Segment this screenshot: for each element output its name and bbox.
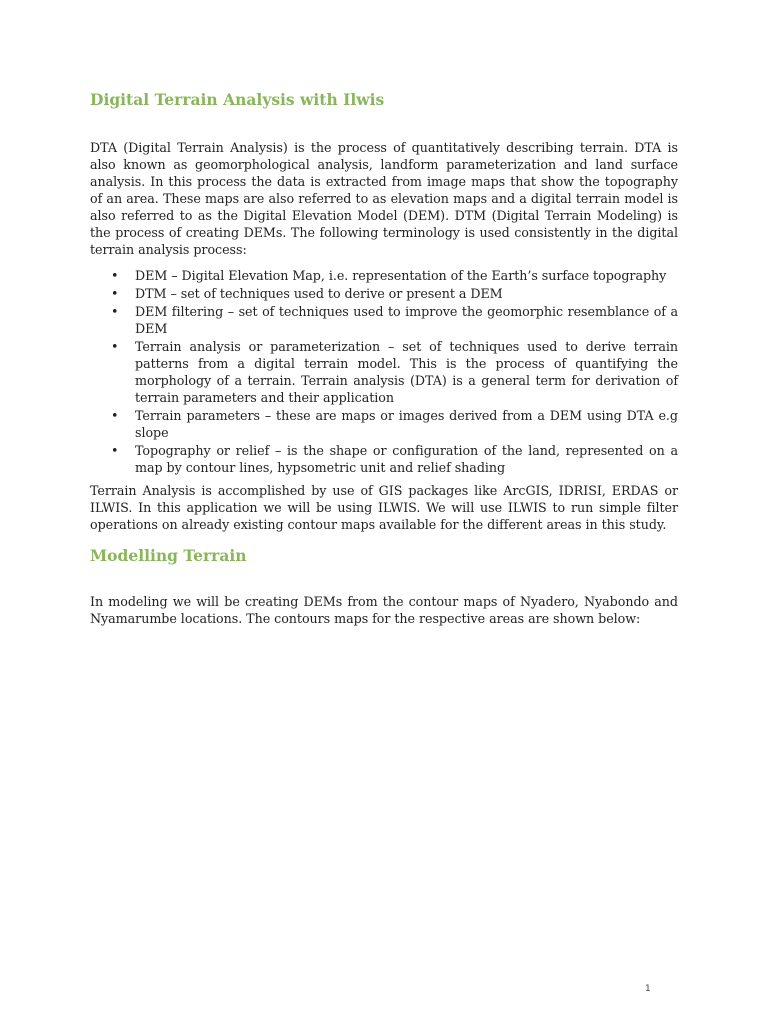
page-number: 1 xyxy=(645,984,651,994)
packages-paragraph: Terrain Analysis is accomplished by use of GIS packages like ArcGIS, IDRISI, ERDAS or ILWIS. In this application we will be using ILWIS. We will use ILWIS to run simple filter operations on already existing contour maps available for the different areas in this study. xyxy=(90,483,678,532)
list-item xyxy=(90,407,678,441)
bullet-icon: • xyxy=(111,304,119,319)
list-item-text: Terrain parameters – these are maps or images derived from a DEM using DTA e.g slope xyxy=(135,408,678,440)
bullet-icon: • xyxy=(111,268,119,283)
bullet-icon: • xyxy=(111,408,119,423)
section-heading-dta: Digital Terrain Analysis with Ilwis xyxy=(90,90,385,109)
bullet-icon: • xyxy=(111,339,119,354)
bullet-icon: • xyxy=(111,286,119,301)
intro-paragraph: DTA (Digital Terrain Analysis) is the process of quantitatively describing terrain. DTA is also known as geomorphological analysis, landform parameterization and land surface analysis. In this process the data is extracted from image maps that show the topography of an area. These maps are also referred to as elevation maps and a digital terrain model is also referred to as the Digital Elevation Model (DEM). DTM (Digital Terrain Modeling) is the process of creating DEMs. The following terminology is used consistently in the digital terrain analysis process: xyxy=(90,140,678,257)
list-item-text: DTM – set of techniques used to derive or present a DEM xyxy=(135,286,503,301)
list-item xyxy=(90,285,678,302)
terminology-list xyxy=(90,267,678,476)
section-heading-modelling: Modelling Terrain xyxy=(90,546,247,565)
list-item xyxy=(90,442,678,476)
list-item-text: DEM filtering – set of techniques used to improve the geomorphic resemblance of a DEM xyxy=(135,304,678,336)
document-content xyxy=(90,82,678,627)
list-item-text: Terrain analysis or parameterization – set of techniques used to derive terrain patterns from a digital terrain model. This is the process of quantifying the morphology of a terrain. Terrain analysis (DTA) is a general term for derivation of terrain parameters and their application xyxy=(135,339,678,405)
list-item xyxy=(90,267,678,284)
list-item-text: DEM – Digital Elevation Map, i.e. representation of the Earth’s surface topography xyxy=(135,268,667,283)
list-item xyxy=(90,303,678,337)
bullet-icon: • xyxy=(111,443,119,458)
list-item xyxy=(90,338,678,406)
modelling-paragraph: In modeling we will be creating DEMs from the contour maps of Nyadero, Nyabondo and Nyamarumbe locations. The contours maps for the respective areas are shown below: xyxy=(90,594,678,626)
list-item-text: Topography or relief – is the shape or configuration of the land, represented on a map by contour lines, hypsometric unit and relief shading xyxy=(135,443,678,475)
